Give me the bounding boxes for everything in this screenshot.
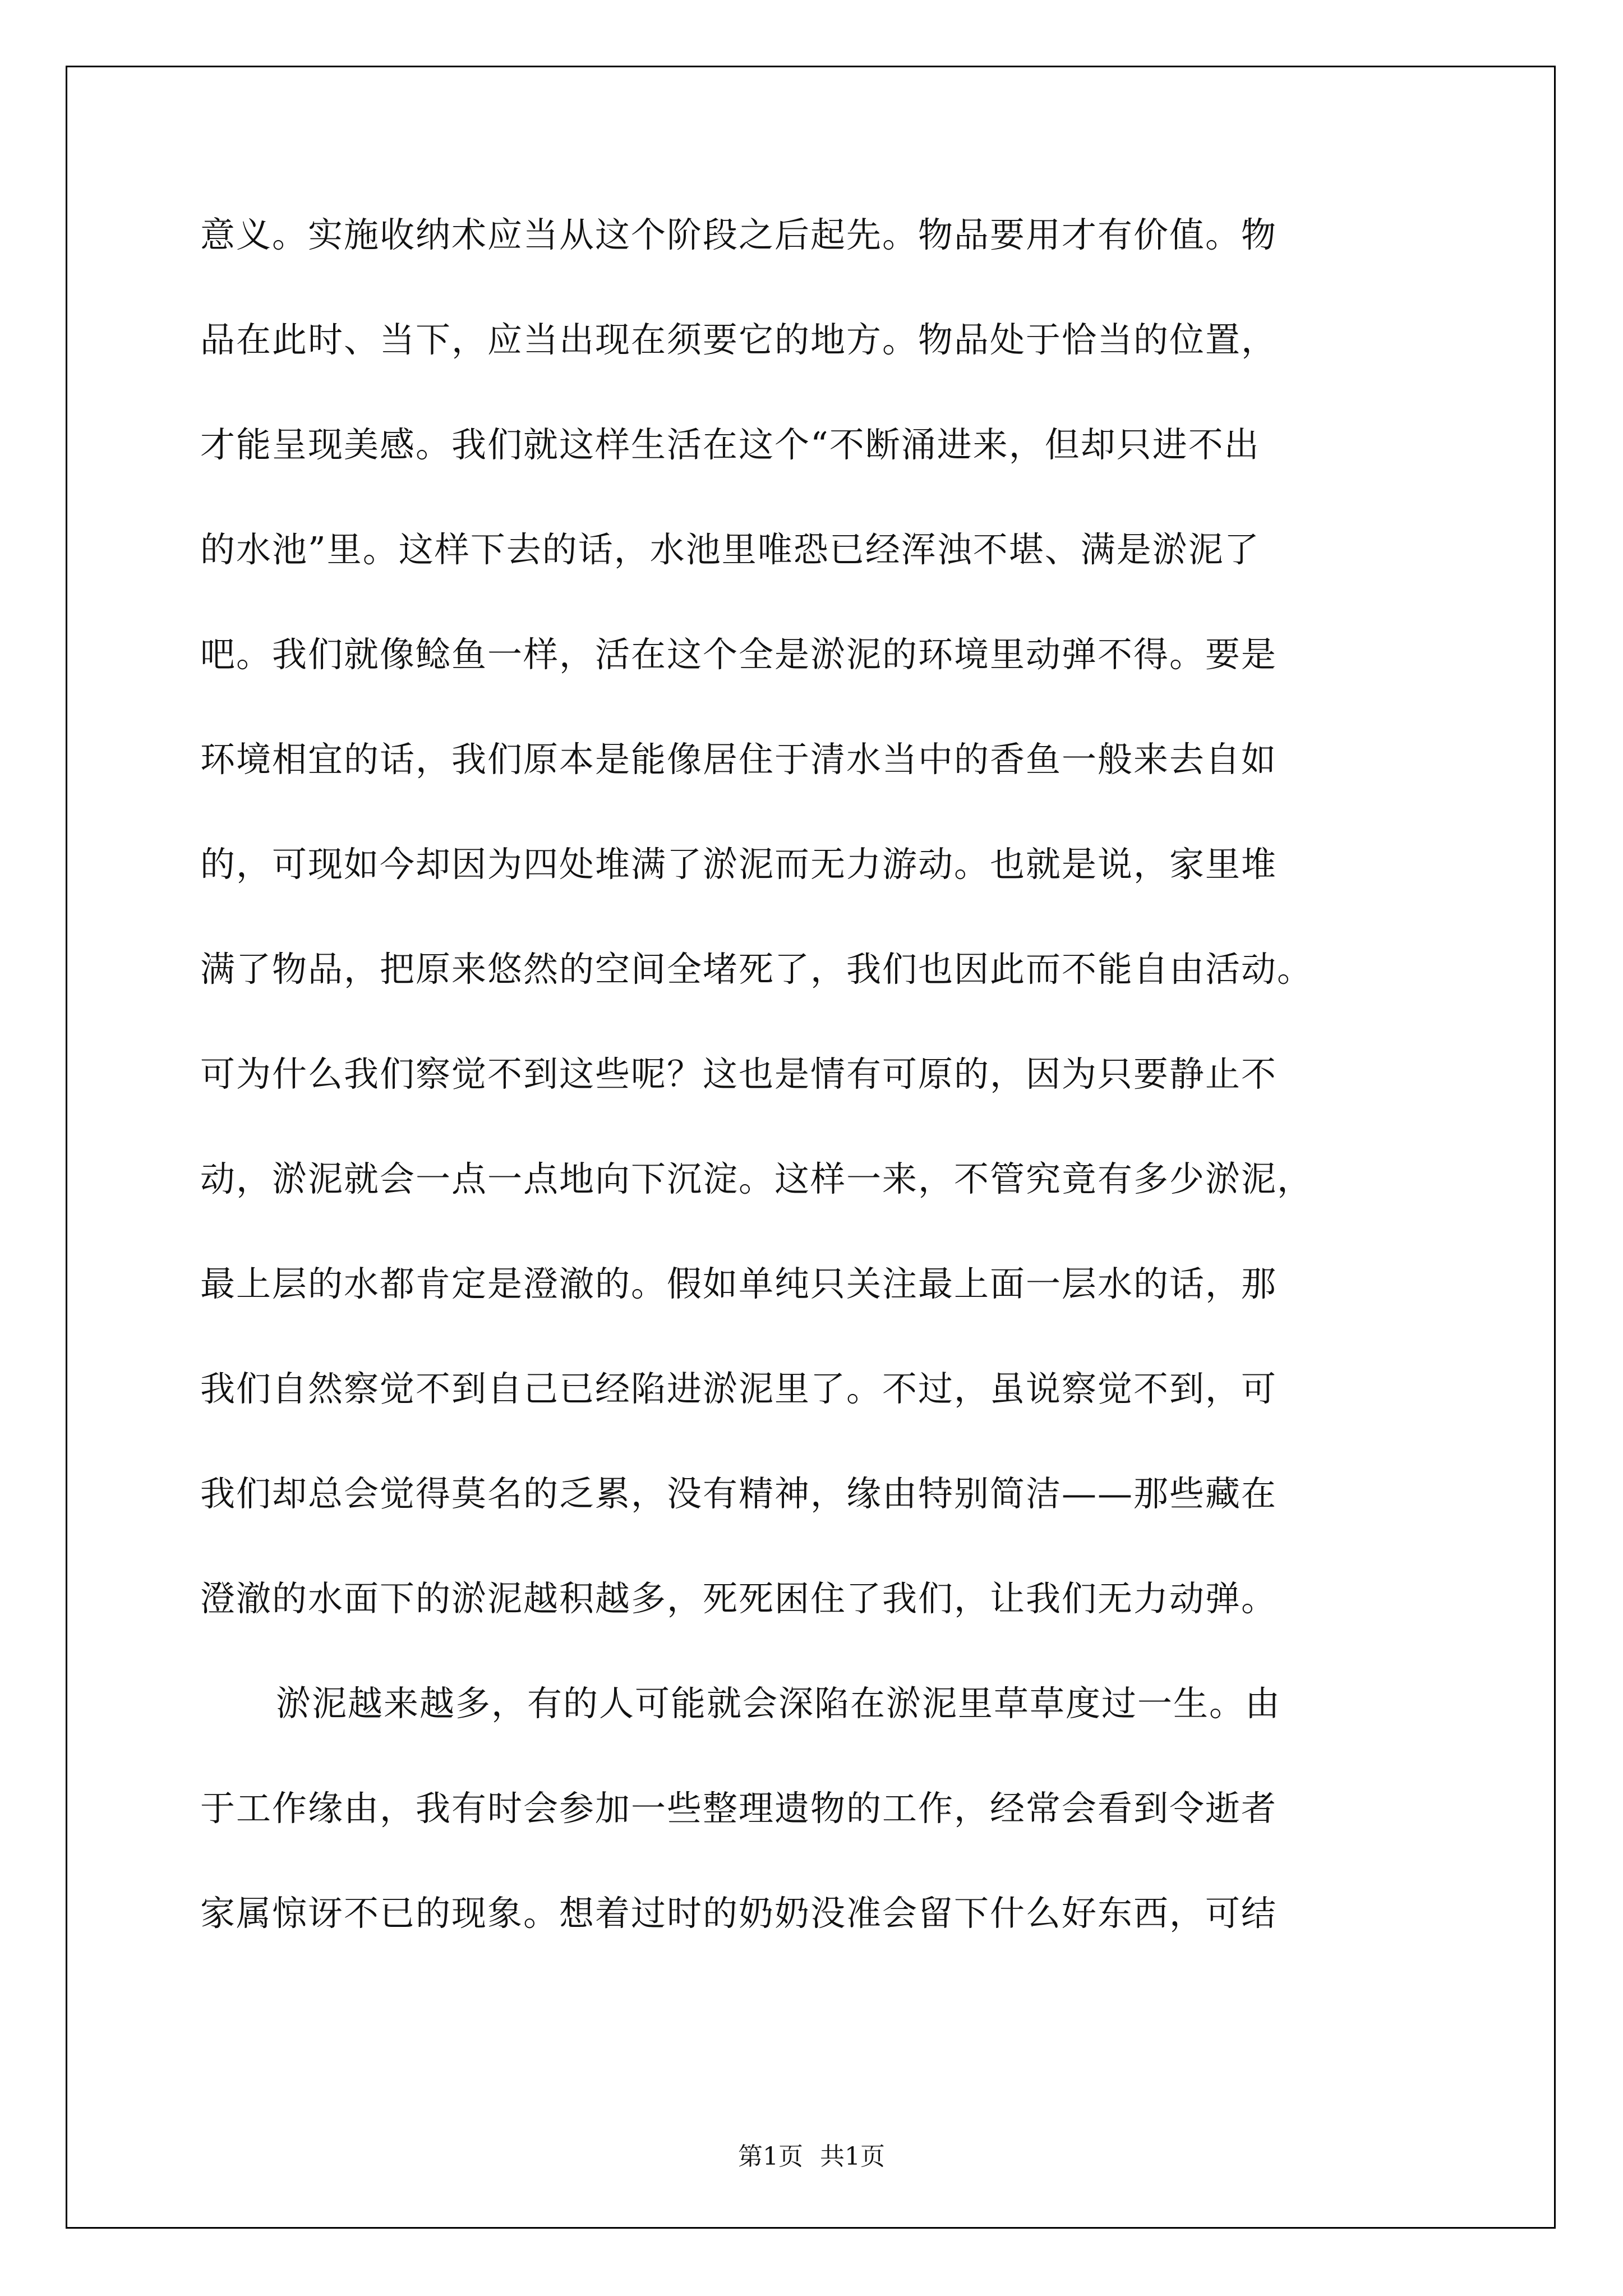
text-line: 才能呈现美感。我们就这样生活在这个“不断涌进来，但却只进不出 (200, 424, 1260, 465)
text-line: 家属惊讶不已的现象。想着过时的奶奶没准会留下什么好东西，可结 (200, 1893, 1278, 1934)
text-line: 满了物品，把原来悠然的空间全堵死了，我们也因此而不能自由活动。 (200, 949, 1313, 990)
text-line: 的，可现如今却因为四处堆满了淤泥而无力游动。也就是说，家里堆 (200, 844, 1278, 885)
paragraph-start-line: 淤泥越来越多，有的人可能就会深陷在淤泥里草草度过一生。由 (276, 1683, 1281, 1724)
text-line: 可为什么我们察觉不到这些呢？这也是情有可原的，因为只要静止不 (200, 1053, 1278, 1094)
text-line: 环境相宜的话，我们原本是能像居住于清水当中的香鱼一般来去自如 (200, 739, 1278, 780)
page-footer (0, 2136, 1623, 2172)
text-line: 的水池”里。这样下去的话，水池里唯恐已经浑浊不堪、满是淤泥了 (200, 529, 1260, 570)
text-line: 吧。我们就像鲶鱼一样，活在这个全是淤泥的环境里动弹不得。要是 (200, 634, 1278, 675)
text-line: 意义。实施收纳术应当从这个阶段之后起先。物品要用才有价值。物 (200, 214, 1278, 255)
text-line: 澄澈的水面下的淤泥越积越多，死死困住了我们，让我们无力动弹。 (200, 1578, 1278, 1619)
page-total: 共1页 (820, 2142, 885, 2171)
text-line: 动，淤泥就会一点一点地向下沉淀。这样一来，不管究竟有多少淤泥， (200, 1158, 1313, 1199)
text-line: 最上层的水都肯定是澄澈的。假如单纯只关注最上面一层水的话，那 (200, 1263, 1278, 1304)
document-body (200, 208, 1423, 1991)
text-line: 我们却总会觉得莫名的乏累，没有精神，缘由特别简洁——那些藏在 (200, 1473, 1278, 1514)
page-number: 第1页 (738, 2142, 803, 2171)
text-line: 于工作缘由，我有时会参加一些整理遗物的工作，经常会看到令逝者 (200, 1788, 1278, 1829)
text-line: 我们自然察觉不到自己已经陷进淤泥里了。不过，虽说察觉不到，可 (200, 1368, 1278, 1409)
text-line: 品在此时、当下，应当出现在须要它的地方。物品处于恰当的位置， (200, 319, 1278, 360)
